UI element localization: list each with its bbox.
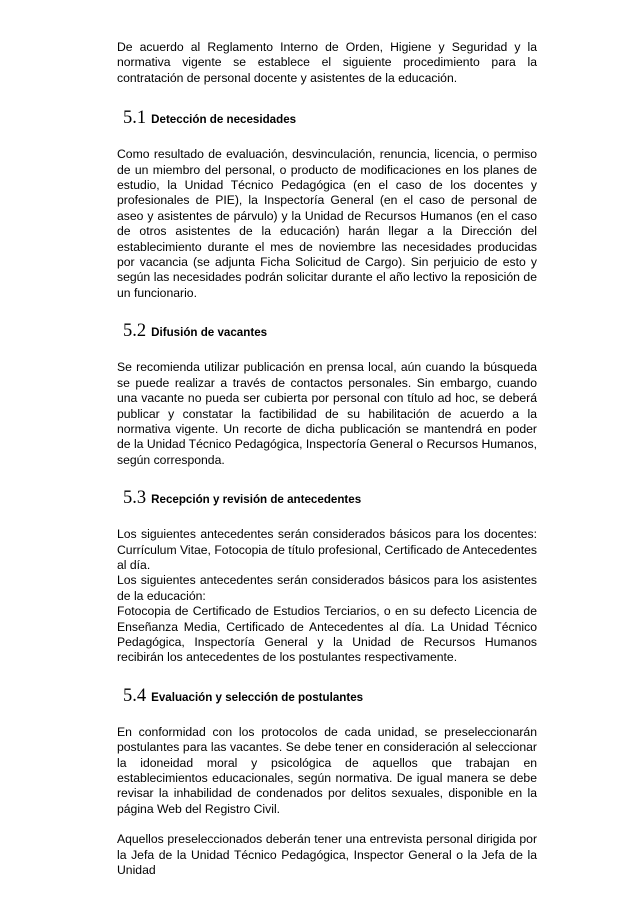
paragraph: Aquellos preseleccionados deberán tener una entrevista personal dirigida por la Jefa de la Unidad Técnico Pedagógica, Inspector General o la Jefa de la Unidad: [117, 832, 537, 878]
section-5-1: [117, 108, 537, 301]
section-number: 5.2: [123, 321, 147, 342]
section-5-4: [117, 686, 537, 879]
section-body: [117, 725, 537, 879]
paragraph: En conformidad con los protocolos de cada unidad, se preseleccionarán postulantes para las vacantes. Se debe tener en consideración al seleccionar la idoneidad moral y psicológica de aquellos que trabajan en establecimientos educacionales, según normativa. De igual manera se debe revisar la inhabilidad de condenados por delitos sexuales, disponible en la página Web del Registro Civil.: [117, 724, 537, 816]
section-number: 5.1: [123, 108, 147, 129]
section-heading: [123, 488, 537, 509]
section-body: [117, 360, 537, 468]
section-title: Difusión de vacantes: [151, 326, 268, 340]
paragraph: Se recomienda utilizar publicación en prensa local, aún cuando la búsqueda se puede realizar a través de contactos personales. Sin embargo, cuando una vacante no pueda ser cubierta por personal con título ad hoc, se deberá publicar y constatar la factibilidad de su habilitación de acuerdo a la normativa vigente. Un recorte de dicha publicación se mantendrá en poder de la Unidad Técnico Pedagógica, Inspectoría General o Recursos Humanos, según corresponda.: [117, 360, 537, 467]
section-title: Recepción y revisión de antecedentes: [151, 493, 362, 507]
document-page: [117, 40, 537, 898]
paragraph: Fotocopia de Certificado de Estudios Terciarios, o en su defecto Licencia de Enseñanza Media, Certificado de Antecedentes al día. La Unidad Técnico Pedagógica, Inspectoría General y la Unidad de Recursos Humanos recibirán los antecedentes de los postulantes respectivamente.: [117, 604, 537, 665]
section-title: Detección de necesidades: [151, 113, 297, 127]
section-heading: [123, 108, 537, 129]
section-body: [117, 147, 537, 301]
section-title: Evaluación y selección de postulantes: [151, 690, 364, 704]
section-number: 5.4: [123, 685, 147, 706]
section-heading: [123, 686, 537, 707]
paragraph: Los siguientes antecedentes serán considerados básicos para los docentes: Currículum Vitae, Fotocopia de título profesional, Certificado de Antecedentes al día.: [117, 527, 537, 572]
paragraph: Como resultado de evaluación, desvinculación, renuncia, licencia, o permiso de un miembro del personal, o producto de modificaciones en los planes de estudio, la Unidad Técnico Pedagógica (en el caso de los docentes y profesionales de PIE), la Inspectoría General (en el caso de personal de aseo y asistentes de párvulo) y la Unidad de Recursos Humanos (en el caso de otros asistentes de la educación) harán llegar a la Dirección del establecimiento durante el mes de noviembre las necesidades producidas por vacancia (se adjunta Ficha Solicitud de Cargo). Sin perjuicio de esto y según las necesidades podrán solicitar durante el año lectivo la reposición de un funcionario.: [117, 147, 537, 300]
section-5-2: [117, 321, 537, 468]
section-5-3: [117, 488, 537, 666]
section-heading: [123, 321, 537, 342]
paragraph: Los siguientes antecedentes serán considerados básicos para los asistentes de la educación:: [117, 573, 537, 603]
section-number: 5.3: [123, 488, 147, 509]
intro-paragraph: De acuerdo al Reglamento Interno de Orden, Higiene y Seguridad y la normativa vigente se establece el siguiente procedimiento para la contratación de personal docente y asistentes de la educación.: [117, 40, 537, 85]
section-body: [117, 527, 537, 666]
